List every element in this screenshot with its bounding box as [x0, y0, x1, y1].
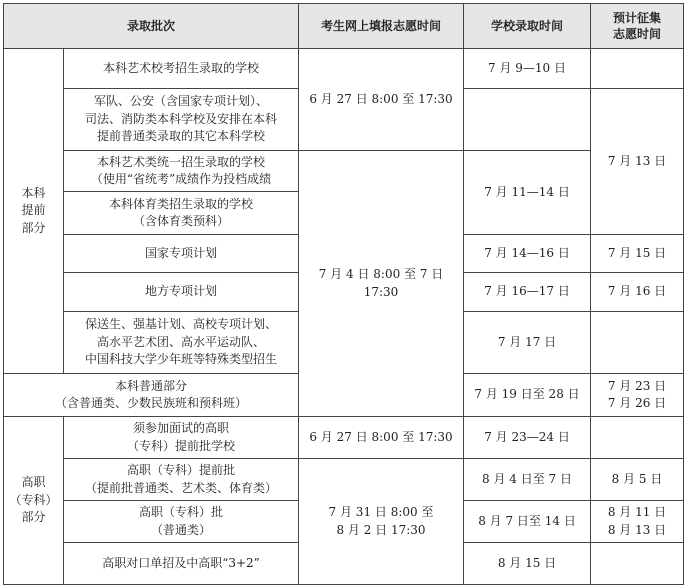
school-time: 7 月 11—14 日	[464, 151, 591, 235]
batch-name-line: 本科普通部分	[115, 378, 188, 393]
admission-schedule-table	[3, 3, 684, 585]
school-time: 8 月 4 日至 7 日	[464, 459, 591, 501]
header-solicit-line2: 志愿时间	[613, 27, 662, 41]
batch-name	[64, 417, 299, 459]
batch-name-line: 提前普通类录取的其它本科学校	[97, 129, 266, 144]
solicit-time	[591, 49, 684, 89]
batch-name-line: （含普通类、少数民族班和预科班）	[55, 396, 248, 410]
school-time: 7 月 14—16 日	[464, 235, 591, 273]
solicit-line: 7 月 23 日	[607, 378, 667, 393]
solicit-time: 7 月 16 日	[591, 273, 684, 312]
batch-name-line: 地方专项计划	[145, 284, 218, 299]
solicit-time	[591, 312, 684, 374]
solicit-line: 8 月 13 日	[607, 522, 667, 537]
batch-name	[64, 273, 299, 312]
header-solicit-time	[591, 4, 684, 49]
batch-name	[4, 374, 299, 417]
batch-name-line: 司法、消防类本科学校及安排在本科	[85, 111, 278, 126]
batch-name-line: 须参加面试的高职	[133, 421, 230, 436]
group-label-line: 高职	[21, 475, 46, 490]
batch-name-line: 高职（专科）提前批	[127, 463, 236, 478]
batch-name-line: 高职对口单招及中高职“3+2”	[102, 555, 260, 570]
batch-name-line: （专科）提前批学校	[127, 438, 236, 453]
batch-name	[64, 312, 299, 374]
group-label-line: 部分	[21, 510, 46, 525]
batch-name	[64, 501, 299, 543]
online-time: 7 月 4 日 8:00 至 7 日 17:30	[299, 151, 464, 417]
batch-name	[64, 459, 299, 501]
batch-name-line: （普通类）	[151, 522, 212, 537]
batch-name-line: （含体育类预科）	[133, 214, 230, 228]
header-online-time: 考生网上填报志愿时间	[299, 4, 464, 49]
school-time: 7 月 17 日	[464, 312, 591, 374]
batch-name-line: 本科体育类招生录取的学校	[109, 196, 254, 211]
batch-name-line: 本科艺术校考招生录取的学校	[103, 60, 260, 75]
header-school-time: 学校录取时间	[464, 4, 591, 49]
header-row	[4, 4, 684, 49]
batch-name-line: 本科艺术类统一招生录取的学校	[97, 154, 266, 169]
batch-name	[64, 49, 299, 89]
school-time: 7 月 9—10 日	[464, 49, 591, 89]
school-time: 7 月 19 日至 28 日	[464, 374, 591, 417]
header-batch: 录取批次	[4, 4, 299, 49]
school-time: 8 月 15 日	[464, 543, 591, 585]
table-row	[4, 151, 684, 192]
batch-name-line: 中国科技大学少年班等特殊类型招生	[85, 352, 278, 367]
solicit-time	[591, 501, 684, 543]
school-time: 7 月 16—17 日	[464, 273, 591, 312]
batch-name-line: 高水平艺术团、高水平运动队、	[97, 334, 266, 349]
solicit-time	[591, 543, 684, 585]
group-label-line: 提前	[21, 203, 46, 218]
online-time	[299, 459, 464, 585]
solicit-time: 7 月 13 日	[591, 89, 684, 235]
batch-name	[64, 151, 299, 192]
group-gaozhi	[4, 417, 64, 585]
solicit-time	[591, 374, 684, 417]
table-row	[4, 417, 684, 459]
online-time-line: 8 月 2 日 17:30	[336, 522, 426, 537]
batch-name-line: 军队、公安（含国家专项计划）、	[94, 94, 269, 109]
school-time: 7 月 23—24 日	[464, 417, 591, 459]
group-label-line: （专科）	[9, 492, 58, 507]
batch-name-line: 国家专项计划	[145, 245, 218, 260]
school-time: 8 月 7 日至 14 日	[464, 501, 591, 543]
header-solicit-line1: 预计征集	[613, 10, 662, 25]
batch-name-line: （使用“省统考”成绩作为投档成绩	[90, 172, 272, 186]
table-row	[4, 49, 684, 89]
school-time	[464, 89, 591, 151]
online-time: 6 月 27 日 8:00 至 17:30	[299, 49, 464, 151]
online-time-line: 7 月 31 日 8:00 至	[328, 505, 434, 520]
solicit-line: 7 月 26 日	[607, 396, 667, 410]
batch-name-line: 保送生、强基计划、高校专项计划、	[85, 317, 278, 332]
group-benke-early	[4, 49, 64, 374]
group-label-line: 本科	[21, 185, 46, 200]
group-label-line: 部分	[21, 220, 46, 235]
batch-name	[64, 543, 299, 585]
online-time: 6 月 27 日 8:00 至 17:30	[299, 417, 464, 459]
table-row	[4, 459, 684, 501]
solicit-time	[591, 417, 684, 459]
solicit-time: 7 月 15 日	[591, 235, 684, 273]
batch-name	[64, 89, 299, 151]
solicit-line: 8 月 11 日	[607, 505, 667, 520]
batch-name-line: 高职（专科）批	[139, 505, 224, 520]
batch-name	[64, 192, 299, 235]
solicit-time: 8 月 5 日	[591, 459, 684, 501]
batch-name	[64, 235, 299, 273]
batch-name-line: （提前批普通类、艺术类、体育类）	[85, 480, 278, 495]
